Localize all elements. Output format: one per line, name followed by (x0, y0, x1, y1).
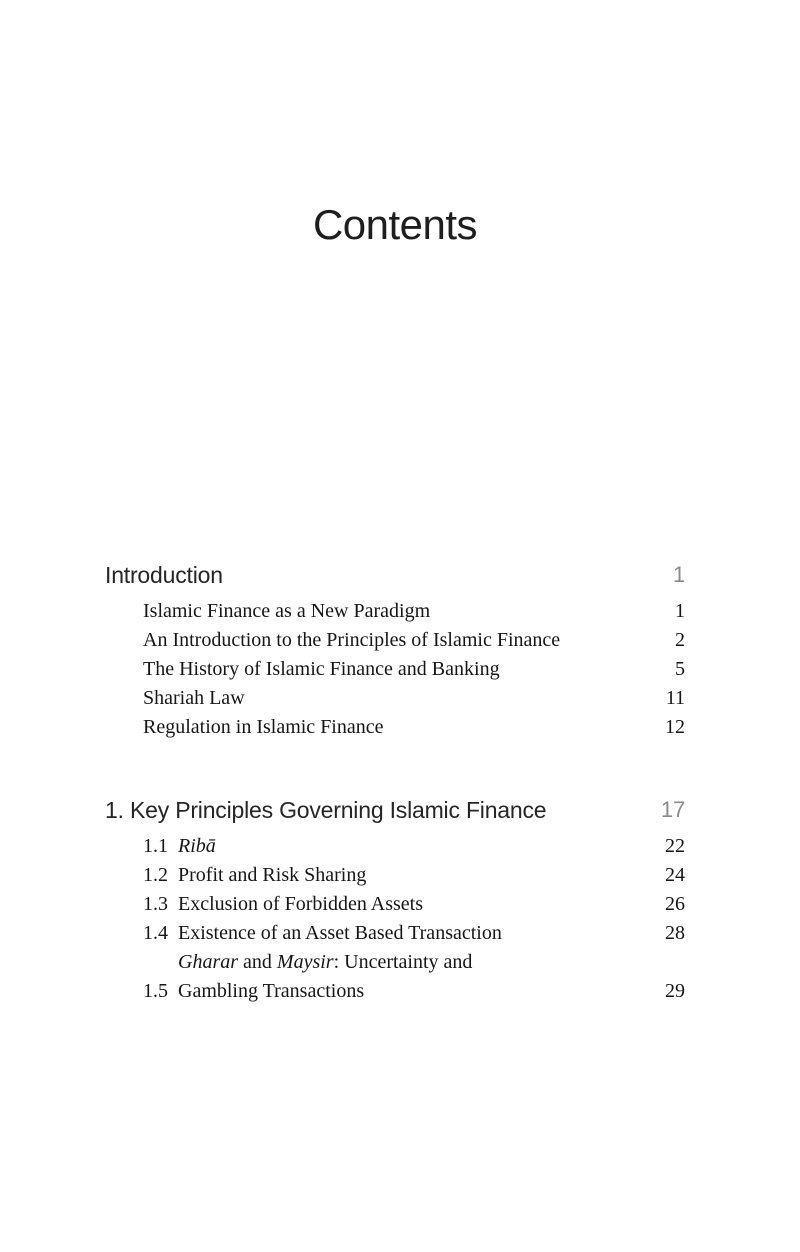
toc-entry-label (143, 684, 656, 713)
section-heading-page-number: 1 (672, 562, 685, 587)
toc-entry-label (143, 597, 665, 626)
toc-entry-page-number: 22 (665, 835, 685, 857)
toc-entry-line (143, 655, 665, 684)
toc-entry-line (178, 977, 655, 1006)
toc-section (105, 560, 685, 742)
toc-entry (105, 597, 685, 626)
toc-entry-page-number: 2 (675, 629, 685, 651)
toc-entry-line (178, 919, 655, 948)
toc-entry-line (143, 626, 665, 655)
text-segment: Islamic Finance as a New Paradigm (143, 600, 431, 622)
toc-entry-page-number: 24 (665, 864, 685, 886)
toc-section (105, 795, 685, 1006)
toc-entry-label (143, 655, 665, 684)
toc-section-items (105, 597, 685, 742)
toc-entry-page-number: 5 (675, 658, 685, 680)
text-segment: : Uncertainty and (333, 951, 473, 973)
toc-entry-label (178, 832, 655, 861)
toc-entry-line (178, 890, 655, 919)
section-heading-label: Introduction (105, 562, 223, 588)
toc-entry-number: 1.1 (143, 835, 168, 857)
toc-entry-line (143, 713, 655, 742)
text-segment: Exclusion of Forbidden Assets (178, 893, 423, 915)
toc-entry (105, 684, 685, 713)
italic-term: Maysir (276, 951, 334, 973)
toc-entry-label (178, 890, 655, 919)
text-segment: Shariah Law (143, 687, 245, 709)
text-segment: The History of Islamic Finance and Banking (143, 658, 500, 680)
toc-entry-label (178, 948, 655, 1006)
toc-entry-line (178, 832, 655, 861)
toc-entry-label (143, 626, 665, 655)
toc-entry-page-number: 11 (665, 687, 685, 709)
page-title: Contents (312, 201, 478, 248)
italic-term: Ribā (178, 835, 216, 857)
text-segment: and (238, 951, 277, 973)
toc-section-items (105, 832, 685, 1006)
toc-entry (105, 626, 685, 655)
toc-entry (105, 919, 685, 948)
toc-entry-line (178, 948, 655, 977)
toc-entry-page-number: 26 (665, 893, 685, 915)
text-segment: Regulation in Islamic Finance (143, 716, 384, 738)
toc-entry-line (143, 684, 656, 713)
toc-entry-page-number: 1 (675, 600, 685, 622)
toc-entry (105, 832, 685, 861)
toc-entry-number: 1.5 (143, 980, 168, 1002)
toc-entry-label (178, 919, 655, 948)
toc-entry-page-number: 29 (665, 980, 685, 1002)
toc-entry-number: 1.4 (143, 922, 168, 944)
toc-entry (105, 655, 685, 684)
section-heading-page-number: 17 (660, 797, 685, 822)
toc-entry-line (143, 597, 665, 626)
toc-entry-number: 1.3 (143, 893, 168, 915)
text-segment: Gambling Transactions (178, 980, 365, 1002)
toc-entry-label (178, 861, 655, 890)
text-segment: An Introduction to the Principles of Islamic Finance (143, 629, 561, 651)
toc-entry-number: 1.2 (143, 864, 168, 886)
section-heading-label: 1. Key Principles Governing Islamic Finance (105, 797, 547, 823)
toc-entry-page-number: 28 (665, 922, 685, 944)
toc-section-heading (105, 560, 685, 590)
toc-section-heading (105, 795, 685, 825)
toc-entry-line (178, 861, 655, 890)
toc-entry (105, 713, 685, 742)
text-segment: Profit and Risk Sharing (178, 864, 367, 886)
toc-entry (105, 948, 685, 1006)
toc-entry (105, 890, 685, 919)
toc-entry-label (143, 713, 655, 742)
italic-term: Gharar (178, 951, 239, 973)
toc-entry-page-number: 12 (665, 716, 685, 738)
toc-entry (105, 861, 685, 890)
text-segment: Existence of an Asset Based Transaction (178, 922, 502, 944)
